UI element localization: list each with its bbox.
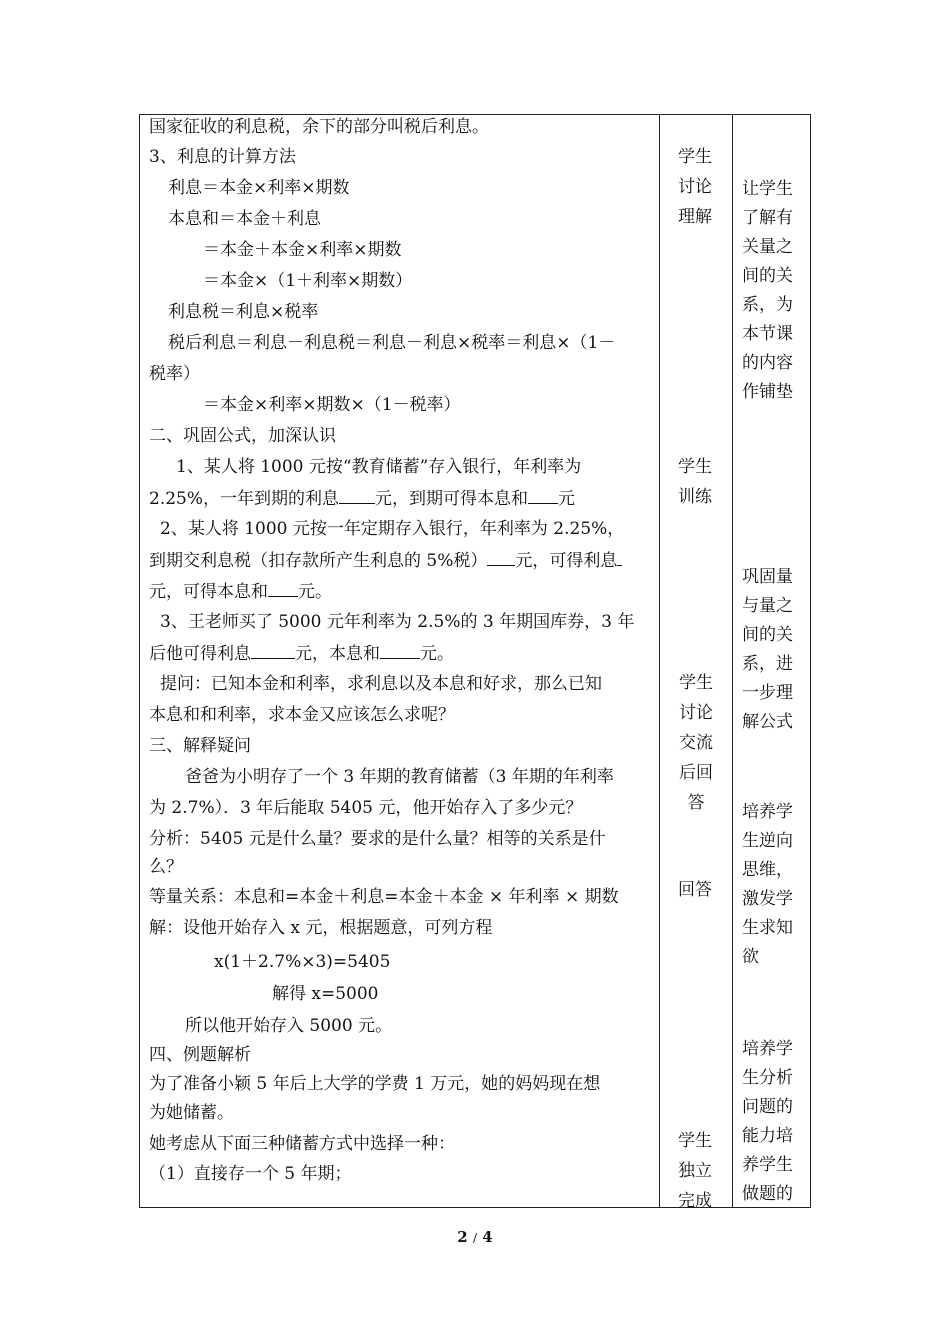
- cell-line: 回答: [678, 880, 712, 900]
- exercise-line: [149, 579, 332, 604]
- cell-line: 学生: [678, 1131, 712, 1151]
- answer-blank: [251, 641, 295, 659]
- cell-line: 的内容: [742, 353, 793, 373]
- cell-line: 完成: [678, 1191, 712, 1211]
- cell-line: 系，进: [742, 654, 793, 674]
- problem-line: 爸爸为小明存了一个 3 年期的教育储蓄（3 年期的年利率: [185, 767, 614, 787]
- answer-blank: [380, 641, 420, 659]
- cell-line: 培养学: [742, 1039, 793, 1059]
- cell-line: 后回: [679, 763, 713, 783]
- cell-line: 作铺垫: [742, 382, 793, 402]
- cell-line: 问题的: [742, 1097, 793, 1117]
- cell-line: 了解有: [742, 208, 793, 228]
- intent-cell: [742, 798, 793, 972]
- intent-cell: [742, 563, 793, 737]
- exercise-line: [149, 548, 622, 573]
- text-segment: 元。: [420, 644, 454, 664]
- cell-line: 系，为: [742, 295, 793, 315]
- cell-line: 讨论: [678, 177, 712, 197]
- question-line: 本息和和利率，求本金又应该怎么求呢？: [149, 705, 455, 725]
- section-heading: 3、利息的计算方法: [149, 147, 296, 167]
- problem-line: 为 2.7%）．3 年后能取 5405 元，他开始存入了多少元？: [149, 798, 583, 818]
- question-line: 提问：已知本金和利率，求利息以及本息和好求，那么已知: [160, 674, 602, 694]
- cell-line: 独立: [678, 1161, 712, 1181]
- conclusion-line: 所以他开始存入 5000 元。: [185, 1016, 393, 1036]
- activity-cell: [678, 668, 714, 818]
- text-segment: 2.25%，一年到期的利息: [149, 489, 340, 509]
- exercise-line: 2、某人将 1000 元按一年定期存入银行，年利率为 2.25%，: [160, 519, 625, 539]
- solution-line: 解：设他开始存入 x 元，根据题意，可列方程: [149, 918, 493, 938]
- cell-line: 与量之: [742, 596, 793, 616]
- analysis-line: 分析：5405 元是什么量？要求的是什么量？相等的关系是什: [149, 829, 606, 849]
- exercise-line: 3、王老师买了 5000 元年利率为 2.5%的 3 年期国库券，3 年: [160, 612, 635, 632]
- cell-line: 生分析: [742, 1068, 793, 1088]
- text-segment: 到期交利息税（扣存款所产生利息的 5%税）: [149, 551, 488, 571]
- text-segment: 元，到期可得本息和: [375, 489, 529, 509]
- cell-line: 让学生: [742, 179, 793, 199]
- cell-line: 交流: [679, 733, 713, 753]
- page-number: [0, 1228, 950, 1246]
- analysis-line: 么？: [149, 857, 183, 877]
- exercise-line: [149, 486, 575, 511]
- answer-blank: [528, 486, 558, 504]
- example-line: 她考虑从下面三种储蓄方式中选择一种：: [149, 1134, 455, 1154]
- answer-blank: [339, 486, 375, 504]
- cell-line: 学生: [678, 457, 712, 477]
- text-line: 国家征收的利息税，余下的部分叫税后利息。: [149, 117, 489, 137]
- formula-line: 税率）: [149, 364, 200, 384]
- column-divider: [659, 115, 660, 1207]
- section-heading: 三、解释疑问: [149, 736, 251, 756]
- cell-line: 一步理: [742, 683, 793, 703]
- intent-cell: [742, 1035, 793, 1209]
- cell-line: 关量之: [742, 237, 793, 257]
- activity-cell: [678, 1126, 712, 1216]
- exercise-line: 1、某人将 1000 元按“教育储蓄”存入银行，年利率为: [176, 457, 582, 477]
- cell-line: 理解: [678, 207, 712, 227]
- page-separator: /: [472, 1231, 478, 1245]
- cell-line: 能力培: [742, 1126, 793, 1146]
- cell-line: 间的关: [742, 266, 793, 286]
- cell-line: 巩固量: [742, 567, 793, 587]
- cell-line: 间的关: [742, 625, 793, 645]
- equation-line: x(1＋2.7%×3)=5405: [214, 952, 391, 972]
- exercise-line: [149, 641, 454, 666]
- cell-line: 学生: [678, 147, 712, 167]
- cell-line: 培养学: [742, 802, 793, 822]
- cell-line: 做题的: [742, 1184, 793, 1204]
- activity-cell: [678, 452, 712, 512]
- activity-cell: [678, 142, 712, 232]
- answer-blank: [487, 548, 515, 566]
- text-segment: 元: [558, 489, 576, 509]
- example-line: 为了准备小颖 5 年后上大学的学费 1 万元，她的妈妈现在想: [149, 1074, 601, 1094]
- text-segment: 元，本息和: [295, 644, 380, 664]
- cell-line: 激发学: [742, 889, 793, 909]
- section-heading: 四、例题解析: [149, 1045, 251, 1065]
- example-line: （1）直接存一个 5 年期；: [149, 1164, 352, 1184]
- text-segment: 元。: [298, 582, 332, 602]
- formula-line: ＝本金×（1＋利率×期数）: [203, 271, 413, 291]
- cell-line: 欲: [742, 947, 759, 967]
- cell-line: 学生: [679, 673, 713, 693]
- activity-cell: [678, 875, 712, 905]
- analysis-line: 等量关系：本息和=本金＋利息=本金＋本金 × 年利率 × 期数: [149, 887, 619, 907]
- text-segment: 元，可得利息: [515, 551, 618, 571]
- cell-line: 答: [687, 793, 705, 813]
- formula-line: 利息税＝利息×税率: [168, 302, 319, 322]
- page-total: 4: [482, 1228, 493, 1246]
- cell-line: 思维，: [742, 860, 793, 880]
- text-segment: 元，可得本息和: [149, 582, 268, 602]
- cell-line: 训练: [678, 487, 712, 507]
- example-line: 为她储蓄。: [149, 1103, 234, 1123]
- text-segment: 后他可得利息: [149, 644, 251, 664]
- answer-blank: [617, 548, 622, 566]
- formula-line: 税后利息＝利息－利息税＝利息－利息×税率＝利息×（1－: [168, 333, 616, 353]
- intent-cell: [742, 175, 793, 407]
- cell-line: 讨论: [679, 703, 713, 723]
- answer-blank: [268, 579, 298, 597]
- formula-line: 利息＝本金×利率×期数: [168, 178, 350, 198]
- page-current: 2: [457, 1228, 468, 1246]
- cell-line: 养学生: [742, 1155, 793, 1175]
- cell-line: 解公式: [742, 712, 793, 732]
- formula-line: ＝本金＋本金×利率×期数: [203, 240, 402, 260]
- cell-line: 生逆向: [742, 831, 793, 851]
- cell-line: 本节课: [742, 324, 793, 344]
- column-divider: [732, 115, 733, 1207]
- formula-line: 本息和＝本金＋利息: [168, 209, 321, 229]
- formula-line: ＝本金×利率×期数×（1－税率）: [203, 395, 461, 415]
- cell-line: 生求知: [742, 918, 793, 938]
- equation-line: 解得 x=5000: [272, 984, 379, 1004]
- section-heading: 二、巩固公式，加深认识: [149, 426, 336, 446]
